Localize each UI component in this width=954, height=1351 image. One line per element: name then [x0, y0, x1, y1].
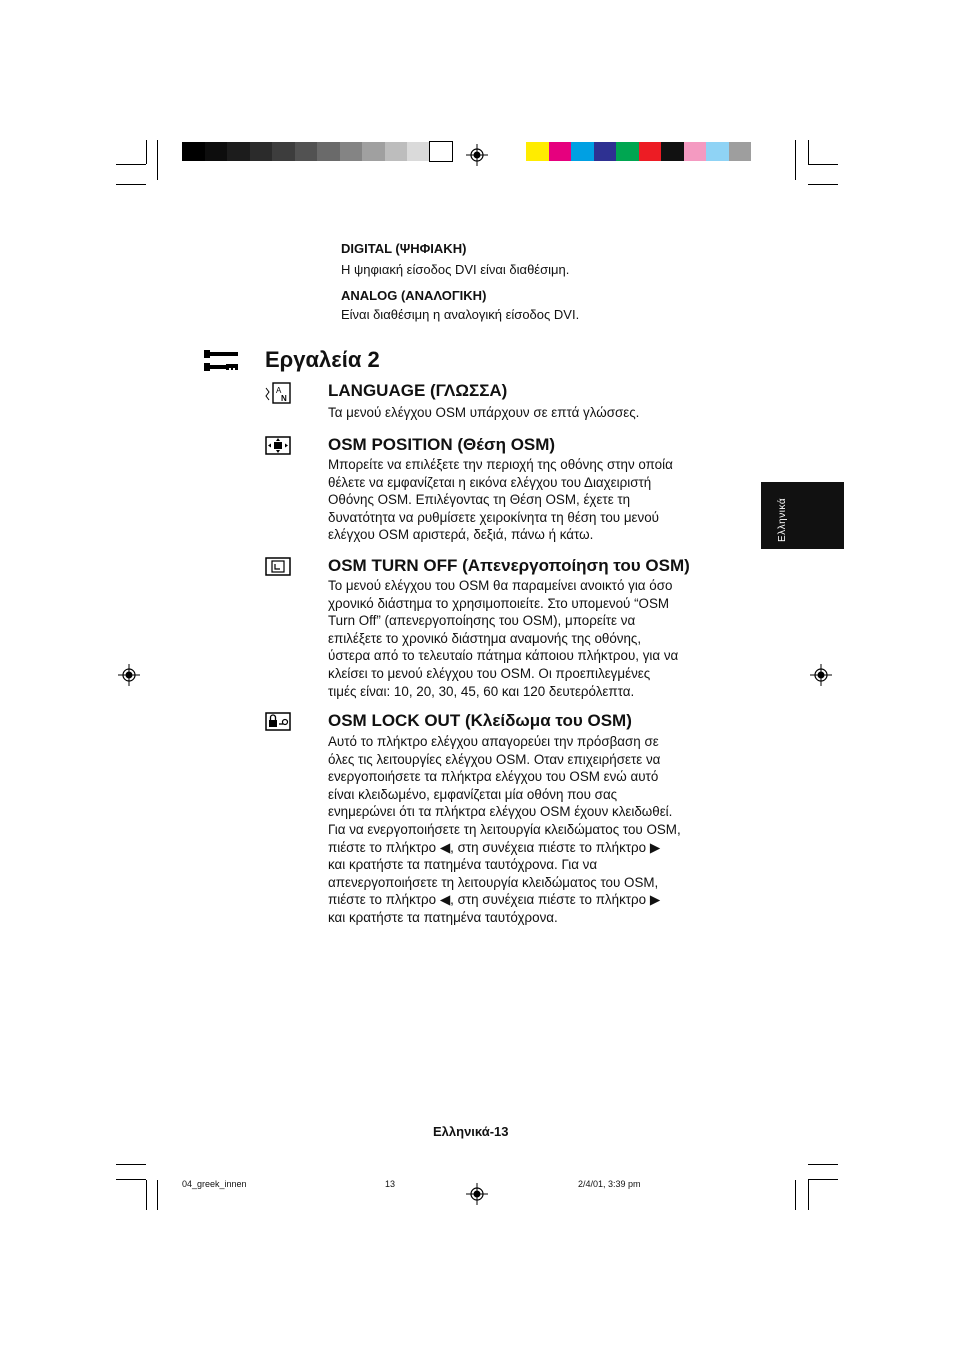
page-number: Ελληνικά-13 — [433, 1124, 509, 1139]
body-line: Turn Off” (απενεργοποίησης του OSM), μπορείτε να — [328, 613, 636, 629]
gray-swatch — [205, 142, 228, 161]
crop-mark — [157, 140, 158, 180]
svg-text:A: A — [276, 386, 282, 395]
color-swatch — [594, 142, 617, 161]
registration-mark-icon — [810, 664, 832, 686]
body-line: όλες τις λειτουργίες ελέγχου OSM. Οταν επιχειρήσετε να — [328, 751, 661, 767]
body-line: πιέστε το πλήκτρο ◀, στη συνέχεια πιέστε το πλήκτρο ▶ — [328, 839, 661, 855]
analog-heading: ANALOG (ΑΝΑΛΟΓΙΚΗ) — [341, 288, 487, 303]
lock-title: OSM LOCK OUT (Κλείδωμα του OSM) — [328, 711, 632, 730]
digital-text: Η ψηφιακή είσοδος DVI είναι διαθέσιμη. — [341, 262, 570, 277]
slug-page: 13 — [385, 1179, 396, 1189]
body-line: και κρατήστε τα πατημένα ταυτόχρονα. — [328, 909, 558, 925]
body-line: ενεργοποιήσετε τα πλήκτρα ελέγχου του OSM ενώ αυτό — [328, 769, 659, 785]
gray-swatch — [250, 142, 273, 161]
crop-mark — [116, 1164, 146, 1165]
body-line: Αυτό το πλήκτρο ελέγχου απαγορεύει την πρόσβαση σε — [328, 734, 659, 749]
body-line: Τα μενού ελέγχου OSM υπάρχουν σε επτά γλώσσες. — [328, 405, 640, 420]
body-line: κλείσει το μενού ελέγχου του OSM. Οι προεπιλεγμένες — [328, 665, 651, 681]
turn-off-title: OSM TURN OFF (Απενεργοποίηση του OSM) — [328, 556, 690, 575]
body-line: απενεργοποιήσετε τη λειτουργία κλειδώματος του OSM, — [328, 874, 659, 890]
crop-mark — [808, 1164, 838, 1165]
language-side-tab — [761, 482, 844, 549]
crop-mark — [808, 184, 838, 185]
body-line: και κρατήστε τα πατημένα ταυτόχρονα. Για να — [328, 857, 598, 873]
analog-text: Είναι διαθέσιμη η αναλογική είσοδος DVI. — [341, 307, 580, 322]
language-title: LANGUAGE (ΓΛΩΣΣΑ) — [328, 381, 508, 400]
crop-mark — [808, 140, 809, 164]
crop-mark — [116, 184, 146, 185]
body-line: Το μενού ελέγχου του OSM θα παραμείνει ανοικτό για όσο — [328, 578, 673, 593]
crop-mark — [157, 1180, 158, 1210]
color-swatch — [616, 142, 639, 161]
color-swatch — [729, 142, 752, 161]
color-swatch — [661, 142, 684, 161]
body-line: δυνατότητα να ρυθμίσετε χειροκίνητα τη θέση του μενού — [328, 509, 659, 525]
language-icon — [265, 382, 291, 404]
crop-mark — [116, 164, 146, 165]
position-icon — [265, 436, 291, 455]
gray-swatch — [385, 142, 408, 161]
body-line: ενημερώνει ότι τα πλήκτρα ελέγχου OSM έχουν κλειδωθεί. — [328, 804, 673, 820]
crop-mark — [808, 164, 838, 165]
crop-mark — [795, 1180, 796, 1210]
crop-mark — [146, 140, 147, 164]
gray-swatch — [182, 142, 205, 161]
body-line: Για να ενεργοποιήσετε τη λειτουργία κλειδώματος του OSM, — [328, 821, 681, 837]
color-swatch — [571, 142, 594, 161]
gray-swatch — [272, 142, 295, 161]
crop-mark — [116, 1179, 146, 1180]
registration-mark-icon — [118, 664, 140, 686]
gray-swatch — [295, 142, 318, 161]
body-line: ελέγχου OSM αριστερά, δεξιά, πάνω ή κάτω. — [328, 527, 594, 543]
gray-swatch — [430, 142, 453, 161]
chapter-title: Εργαλεία 2 — [265, 347, 380, 372]
position-title: OSM POSITION (Θέση OSM) — [328, 435, 556, 454]
crop-mark — [795, 140, 796, 180]
gray-swatch — [340, 142, 363, 161]
color-swatch — [706, 142, 729, 161]
body-line: τιμές είναι: 10, 20, 30, 45, 60 και 120 δευτερόλεπτα. — [328, 683, 635, 699]
body-line: επιλέξετε το χρονικό διάστημα αναμονής της οθόνης, — [328, 630, 642, 646]
color-swatch — [684, 142, 707, 161]
color-swatch — [526, 142, 549, 161]
lock-body — [328, 733, 758, 927]
color-swatch — [639, 142, 662, 161]
svg-text:N: N — [281, 394, 287, 403]
body-line: ύστερα από το τελευταίο πάτημα κάποιου πλήκτρου, για να — [328, 648, 679, 664]
body-line: θέλετε να εμφανίζεται η εικόνα ελέγχου του Διαχειριστή — [328, 474, 652, 490]
registration-mark-icon — [466, 144, 488, 166]
slug-date: 2/4/01, 3:39 pm — [578, 1179, 641, 1189]
turn-off-icon — [265, 557, 291, 576]
body-line: πιέστε το πλήκτρο ◀, στη συνέχεια πιέστε το πλήκτρο ▶ — [328, 892, 661, 908]
gray-swatch — [227, 142, 250, 161]
language-body — [328, 404, 758, 422]
body-line: Μπορείτε να επιλέξετε την περιοχή της οθόνης στην οποία — [328, 457, 673, 472]
position-body — [328, 456, 758, 544]
gray-swatch — [407, 142, 430, 161]
crop-mark — [808, 1179, 838, 1180]
body-line: χρονικό διάστημα το χρησιμοποιείτε. Στο υπομενού “OSM — [328, 595, 670, 611]
digital-heading: DIGITAL (ΨΗΦΙΑΚΗ) — [341, 241, 467, 256]
color-swatch — [549, 142, 572, 161]
crop-mark — [808, 1180, 809, 1210]
slug-filename: 04_greek_innen — [182, 1179, 247, 1189]
turn-off-body — [328, 577, 758, 700]
crop-mark — [146, 1180, 147, 1210]
body-line: είναι κλειδωμένο, εμφανίζεται μία οθόνη που σας — [328, 786, 618, 802]
tools-icon — [204, 349, 240, 373]
side-tab-label: Ελληνικά — [777, 497, 788, 542]
registration-mark-icon — [466, 1183, 488, 1205]
gray-swatch — [362, 142, 385, 161]
body-line: Οθόνης OSM. Επιλέγοντας τη Θέση OSM, έχετε τη — [328, 492, 631, 508]
gray-swatch — [317, 142, 340, 161]
lock-icon — [265, 712, 291, 731]
